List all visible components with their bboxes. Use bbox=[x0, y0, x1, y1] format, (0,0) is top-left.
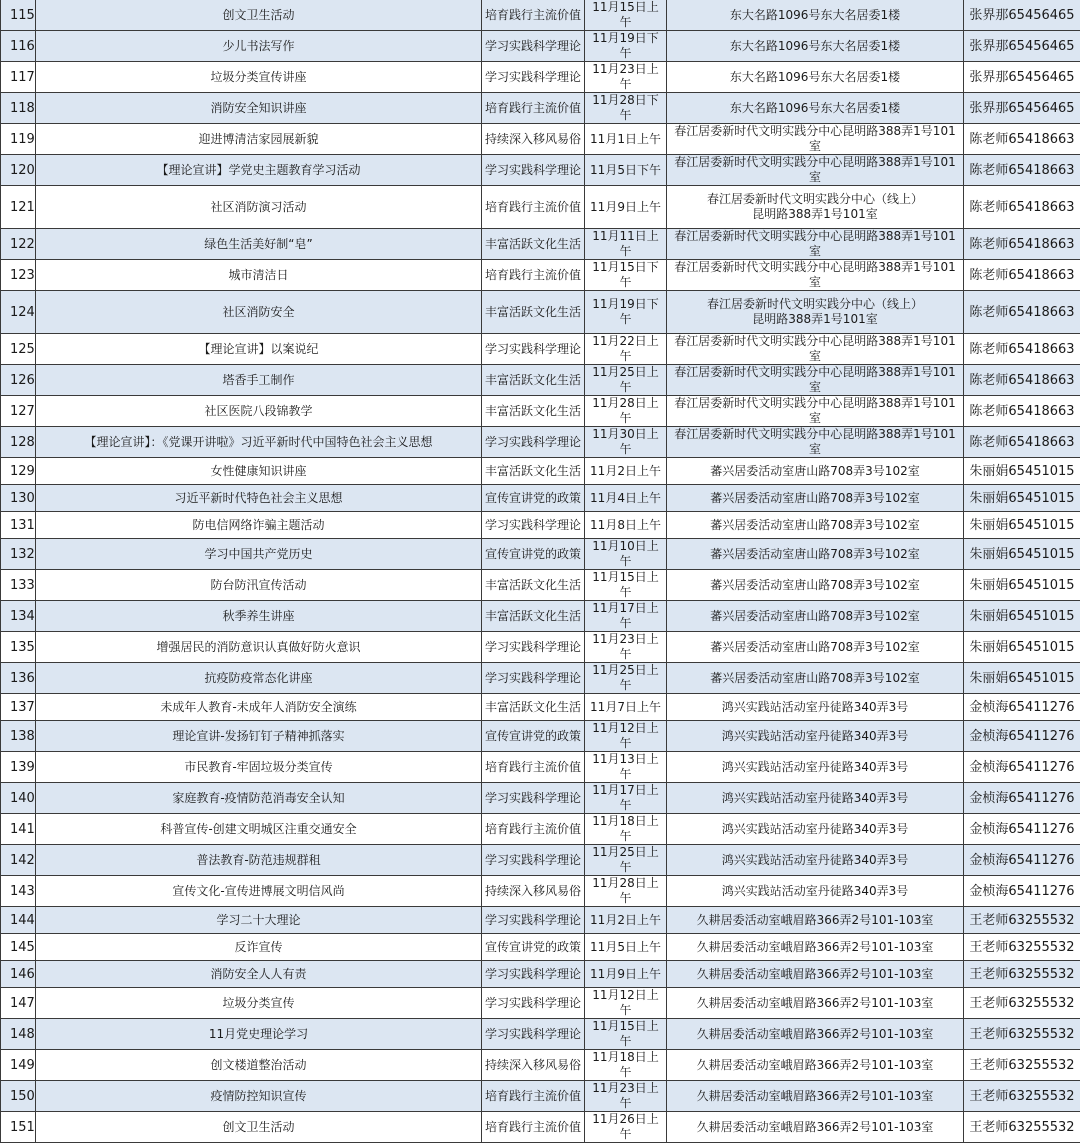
activity-time: 11月15日上午 bbox=[585, 0, 667, 31]
location-line: 久耕居委活动室峨眉路366弄2号101-103室 bbox=[669, 967, 961, 982]
location-line: 久耕居委活动室峨眉路366弄2号101-103室 bbox=[669, 1027, 961, 1042]
activity-table-body bbox=[1, 0, 1080, 1143]
activity-name: 创文楼道整治活动 bbox=[36, 1050, 482, 1081]
activity-name: 创文卫生活动 bbox=[36, 1112, 482, 1143]
activity-category: 丰富活跃文化生活 bbox=[482, 396, 585, 427]
activity-time: 11月26日上午 bbox=[585, 1112, 667, 1143]
activity-category: 丰富活跃文化生活 bbox=[482, 365, 585, 396]
activity-category: 学习实践科学理论 bbox=[482, 62, 585, 93]
contact-person: 陈老师65418663 bbox=[964, 291, 1080, 334]
contact-person: 王老师63255532 bbox=[964, 961, 1080, 988]
activity-time: 11月5日下午 bbox=[585, 155, 667, 186]
activity-category: 丰富活跃文化生活 bbox=[482, 458, 585, 485]
activity-name: 社区医院八段锦教学 bbox=[36, 396, 482, 427]
activity-time: 11月18日上午 bbox=[585, 814, 667, 845]
table-row bbox=[1, 512, 1080, 539]
activity-time: 11月2日上午 bbox=[585, 458, 667, 485]
contact-person: 金桢海65411276 bbox=[964, 694, 1080, 721]
table-row bbox=[1, 845, 1080, 876]
table-row bbox=[1, 601, 1080, 632]
table-row bbox=[1, 961, 1080, 988]
activity-category: 丰富活跃文化生活 bbox=[482, 291, 585, 334]
activity-location bbox=[667, 961, 964, 988]
row-number: 148 bbox=[1, 1019, 36, 1050]
activity-name: 11月党史理论学习 bbox=[36, 1019, 482, 1050]
location-line: 鸿兴实践站活动室丹徒路340弄3号 bbox=[669, 822, 961, 837]
row-number: 140 bbox=[1, 783, 36, 814]
contact-person: 金桢海65411276 bbox=[964, 814, 1080, 845]
activity-time: 11月25日上午 bbox=[585, 663, 667, 694]
activity-category: 学习实践科学理论 bbox=[482, 512, 585, 539]
activity-location bbox=[667, 988, 964, 1019]
activity-category: 培育践行主流价值 bbox=[482, 752, 585, 783]
activity-name: 消防安全知识讲座 bbox=[36, 93, 482, 124]
row-number: 122 bbox=[1, 229, 36, 260]
activity-category: 宣传宣讲党的政策 bbox=[482, 721, 585, 752]
location-line: 鸿兴实践站活动室丹徒路340弄3号 bbox=[669, 729, 961, 744]
activity-name: 增强居民的消防意识认真做好防火意识 bbox=[36, 632, 482, 663]
activity-location bbox=[667, 512, 964, 539]
activity-category: 学习实践科学理论 bbox=[482, 961, 585, 988]
contact-person: 王老师63255532 bbox=[964, 1112, 1080, 1143]
activity-category: 培育践行主流价值 bbox=[482, 186, 585, 229]
contact-person: 陈老师65418663 bbox=[964, 396, 1080, 427]
table-row bbox=[1, 485, 1080, 512]
activity-category: 学习实践科学理论 bbox=[482, 783, 585, 814]
activity-category: 丰富活跃文化生活 bbox=[482, 570, 585, 601]
table-row bbox=[1, 814, 1080, 845]
location-line: 蕃兴居委活动室唐山路708弄3号102室 bbox=[669, 464, 961, 479]
activity-time: 11月13日上午 bbox=[585, 752, 667, 783]
table-row bbox=[1, 783, 1080, 814]
activity-location bbox=[667, 752, 964, 783]
table-row bbox=[1, 365, 1080, 396]
activity-time: 11月23日上午 bbox=[585, 62, 667, 93]
table-row bbox=[1, 570, 1080, 601]
activity-location bbox=[667, 365, 964, 396]
row-number: 125 bbox=[1, 334, 36, 365]
row-number: 135 bbox=[1, 632, 36, 663]
activity-name: 理论宣讲-发扬钉钉子精神抓落实 bbox=[36, 721, 482, 752]
activity-name: 社区消防安全 bbox=[36, 291, 482, 334]
location-line: 春江居委新时代文明实践分中心昆明路388弄1号101室 bbox=[669, 229, 961, 259]
activity-location bbox=[667, 721, 964, 752]
activity-location bbox=[667, 907, 964, 934]
activity-name: 创文卫生活动 bbox=[36, 0, 482, 31]
location-line: 蕃兴居委活动室唐山路708弄3号102室 bbox=[669, 640, 961, 655]
row-number: 126 bbox=[1, 365, 36, 396]
table-row bbox=[1, 62, 1080, 93]
row-number: 132 bbox=[1, 539, 36, 570]
contact-person: 王老师63255532 bbox=[964, 1081, 1080, 1112]
table-row bbox=[1, 694, 1080, 721]
activity-location bbox=[667, 124, 964, 155]
row-number: 137 bbox=[1, 694, 36, 721]
location-line: 鸿兴实践站活动室丹徒路340弄3号 bbox=[669, 791, 961, 806]
location-line: 鸿兴实践站活动室丹徒路340弄3号 bbox=[669, 853, 961, 868]
activity-name: 家庭教育-疫情防范消毒安全认知 bbox=[36, 783, 482, 814]
activity-name: 科普宣传-创建文明城区注重交通安全 bbox=[36, 814, 482, 845]
contact-person: 王老师63255532 bbox=[964, 934, 1080, 961]
contact-person: 朱丽娟65451015 bbox=[964, 512, 1080, 539]
activity-category: 培育践行主流价值 bbox=[482, 1112, 585, 1143]
activity-time: 11月15日上午 bbox=[585, 570, 667, 601]
contact-person: 张界那65456465 bbox=[964, 0, 1080, 31]
activity-name: 习近平新时代特色社会主义思想 bbox=[36, 485, 482, 512]
activity-location bbox=[667, 601, 964, 632]
activity-time: 11月25日上午 bbox=[585, 845, 667, 876]
activity-category: 学习实践科学理论 bbox=[482, 632, 585, 663]
contact-person: 陈老师65418663 bbox=[964, 334, 1080, 365]
activity-location bbox=[667, 1050, 964, 1081]
activity-time: 11月19日下午 bbox=[585, 291, 667, 334]
activity-location bbox=[667, 186, 964, 229]
activity-time: 11月15日下午 bbox=[585, 260, 667, 291]
activity-category: 学习实践科学理论 bbox=[482, 907, 585, 934]
row-number: 130 bbox=[1, 485, 36, 512]
activity-category: 丰富活跃文化生活 bbox=[482, 229, 585, 260]
activity-time: 11月17日上午 bbox=[585, 783, 667, 814]
row-number: 131 bbox=[1, 512, 36, 539]
activity-name: 学习中国共产党历史 bbox=[36, 539, 482, 570]
activity-category: 培育践行主流价值 bbox=[482, 93, 585, 124]
activity-name: 抗疫防疫常态化讲座 bbox=[36, 663, 482, 694]
location-line: 春江居委新时代文明实践分中心（线上） bbox=[669, 297, 961, 312]
activity-location bbox=[667, 570, 964, 601]
activity-name: 【理论宣讲】以案说纪 bbox=[36, 334, 482, 365]
row-number: 118 bbox=[1, 93, 36, 124]
contact-person: 陈老师65418663 bbox=[964, 229, 1080, 260]
activity-time: 11月28日上午 bbox=[585, 876, 667, 907]
activity-category: 丰富活跃文化生活 bbox=[482, 601, 585, 632]
contact-person: 朱丽娟65451015 bbox=[964, 663, 1080, 694]
row-number: 117 bbox=[1, 62, 36, 93]
activity-location bbox=[667, 539, 964, 570]
location-line: 昆明路388弄1号101室 bbox=[669, 312, 961, 327]
activity-location bbox=[667, 694, 964, 721]
activity-time: 11月10日上午 bbox=[585, 539, 667, 570]
activity-time: 11月12日上午 bbox=[585, 721, 667, 752]
activity-time: 11月19日下午 bbox=[585, 31, 667, 62]
activity-name: 秋季养生讲座 bbox=[36, 601, 482, 632]
activity-category: 丰富活跃文化生活 bbox=[482, 694, 585, 721]
activity-name: 绿色生活美好制“皂” bbox=[36, 229, 482, 260]
activity-time: 11月5日上午 bbox=[585, 934, 667, 961]
activity-location bbox=[667, 0, 964, 31]
activity-location bbox=[667, 291, 964, 334]
activity-category: 宣传宣讲党的政策 bbox=[482, 485, 585, 512]
location-line: 春江居委新时代文明实践分中心（线上） bbox=[669, 192, 961, 207]
activity-name: 塔香手工制作 bbox=[36, 365, 482, 396]
table-row bbox=[1, 934, 1080, 961]
activity-name: 【理论宣讲】学党史主题教育学习活动 bbox=[36, 155, 482, 186]
row-number: 128 bbox=[1, 427, 36, 458]
activity-name: 防电信网络诈骗主题活动 bbox=[36, 512, 482, 539]
activity-name: 社区消防演习活动 bbox=[36, 186, 482, 229]
row-number: 146 bbox=[1, 961, 36, 988]
activity-category: 学习实践科学理论 bbox=[482, 31, 585, 62]
activity-time: 11月30日上午 bbox=[585, 427, 667, 458]
row-number: 144 bbox=[1, 907, 36, 934]
location-line: 久耕居委活动室峨眉路366弄2号101-103室 bbox=[669, 996, 961, 1011]
location-line: 春江居委新时代文明实践分中心昆明路388弄1号101室 bbox=[669, 260, 961, 290]
row-number: 133 bbox=[1, 570, 36, 601]
table-row bbox=[1, 663, 1080, 694]
table-row bbox=[1, 93, 1080, 124]
activity-location bbox=[667, 485, 964, 512]
table-row bbox=[1, 1112, 1080, 1143]
table-row bbox=[1, 876, 1080, 907]
activity-location bbox=[667, 155, 964, 186]
activity-time: 11月8日上午 bbox=[585, 512, 667, 539]
activity-name: 疫情防控知识宣传 bbox=[36, 1081, 482, 1112]
row-number: 120 bbox=[1, 155, 36, 186]
location-line: 蕃兴居委活动室唐山路708弄3号102室 bbox=[669, 518, 961, 533]
location-line: 东大名路1096号东大名居委1楼 bbox=[669, 101, 961, 116]
activity-name: 反诈宣传 bbox=[36, 934, 482, 961]
location-line: 蕃兴居委活动室唐山路708弄3号102室 bbox=[669, 609, 961, 624]
row-number: 139 bbox=[1, 752, 36, 783]
location-line: 春江居委新时代文明实践分中心昆明路388弄1号101室 bbox=[669, 334, 961, 364]
activity-location bbox=[667, 783, 964, 814]
contact-person: 金桢海65411276 bbox=[964, 752, 1080, 783]
contact-person: 陈老师65418663 bbox=[964, 427, 1080, 458]
location-line: 蕃兴居委活动室唐山路708弄3号102室 bbox=[669, 547, 961, 562]
location-line: 东大名路1096号东大名居委1楼 bbox=[669, 70, 961, 85]
activity-time: 11月7日上午 bbox=[585, 694, 667, 721]
location-line: 鸿兴实践站活动室丹徒路340弄3号 bbox=[669, 700, 961, 715]
activity-time: 11月4日上午 bbox=[585, 485, 667, 512]
contact-person: 朱丽娟65451015 bbox=[964, 458, 1080, 485]
activity-time: 11月23日上午 bbox=[585, 1081, 667, 1112]
table-row bbox=[1, 124, 1080, 155]
activity-time: 11月12日上午 bbox=[585, 988, 667, 1019]
table-row bbox=[1, 752, 1080, 783]
activity-name: 城市清洁日 bbox=[36, 260, 482, 291]
location-line: 久耕居委活动室峨眉路366弄2号101-103室 bbox=[669, 913, 961, 928]
activity-location bbox=[667, 427, 964, 458]
location-line: 东大名路1096号东大名居委1楼 bbox=[669, 39, 961, 54]
row-number: 127 bbox=[1, 396, 36, 427]
contact-person: 金桢海65411276 bbox=[964, 845, 1080, 876]
activity-location bbox=[667, 93, 964, 124]
activity-category: 学习实践科学理论 bbox=[482, 663, 585, 694]
activity-location bbox=[667, 334, 964, 365]
location-line: 春江居委新时代文明实践分中心昆明路388弄1号101室 bbox=[669, 396, 961, 426]
contact-person: 陈老师65418663 bbox=[964, 155, 1080, 186]
table-row bbox=[1, 721, 1080, 752]
table-row bbox=[1, 427, 1080, 458]
contact-person: 陈老师65418663 bbox=[964, 124, 1080, 155]
activity-category: 学习实践科学理论 bbox=[482, 1019, 585, 1050]
location-line: 久耕居委活动室峨眉路366弄2号101-103室 bbox=[669, 1089, 961, 1104]
table-row bbox=[1, 229, 1080, 260]
contact-person: 金桢海65411276 bbox=[964, 876, 1080, 907]
location-line: 春江居委新时代文明实践分中心昆明路388弄1号101室 bbox=[669, 155, 961, 185]
location-line: 鸿兴实践站活动室丹徒路340弄3号 bbox=[669, 760, 961, 775]
row-number: 123 bbox=[1, 260, 36, 291]
table-row bbox=[1, 907, 1080, 934]
activity-name: 学习二十大理论 bbox=[36, 907, 482, 934]
activity-location bbox=[667, 814, 964, 845]
activity-name: 垃圾分类宣传 bbox=[36, 988, 482, 1019]
activity-name: 女性健康知识讲座 bbox=[36, 458, 482, 485]
table-row bbox=[1, 186, 1080, 229]
row-number: 136 bbox=[1, 663, 36, 694]
location-line: 久耕居委活动室峨眉路366弄2号101-103室 bbox=[669, 1120, 961, 1135]
activity-name: 市民教育-牢固垃圾分类宣传 bbox=[36, 752, 482, 783]
activity-location bbox=[667, 229, 964, 260]
activity-location bbox=[667, 845, 964, 876]
contact-person: 陈老师65418663 bbox=[964, 186, 1080, 229]
activity-location bbox=[667, 31, 964, 62]
table-row bbox=[1, 539, 1080, 570]
table-row bbox=[1, 334, 1080, 365]
activity-time: 11月9日上午 bbox=[585, 186, 667, 229]
table-row bbox=[1, 396, 1080, 427]
contact-person: 朱丽娟65451015 bbox=[964, 539, 1080, 570]
row-number: 115 bbox=[1, 0, 36, 31]
activity-name: 垃圾分类宣传讲座 bbox=[36, 62, 482, 93]
activity-time: 11月22日上午 bbox=[585, 334, 667, 365]
contact-person: 王老师63255532 bbox=[964, 1050, 1080, 1081]
activity-location bbox=[667, 1081, 964, 1112]
activity-category: 持续深入移风易俗 bbox=[482, 124, 585, 155]
table-row bbox=[1, 0, 1080, 31]
activity-name: 未成年人教育-未成年人消防安全演练 bbox=[36, 694, 482, 721]
table-row bbox=[1, 1019, 1080, 1050]
activity-name: 少儿书法写作 bbox=[36, 31, 482, 62]
activity-name: 消防安全人人有责 bbox=[36, 961, 482, 988]
activity-time: 11月17日上午 bbox=[585, 601, 667, 632]
table-row bbox=[1, 632, 1080, 663]
location-line: 鸿兴实践站活动室丹徒路340弄3号 bbox=[669, 884, 961, 899]
contact-person: 朱丽娟65451015 bbox=[964, 632, 1080, 663]
row-number: 147 bbox=[1, 988, 36, 1019]
activity-location bbox=[667, 260, 964, 291]
activity-category: 持续深入移风易俗 bbox=[482, 876, 585, 907]
contact-person: 朱丽娟65451015 bbox=[964, 485, 1080, 512]
activity-category: 培育践行主流价值 bbox=[482, 1081, 585, 1112]
row-number: 134 bbox=[1, 601, 36, 632]
contact-person: 张界那65456465 bbox=[964, 31, 1080, 62]
contact-person: 张界那65456465 bbox=[964, 62, 1080, 93]
activity-time: 11月28日上午 bbox=[585, 396, 667, 427]
activity-location bbox=[667, 934, 964, 961]
location-line: 春江居委新时代文明实践分中心昆明路388弄1号101室 bbox=[669, 124, 961, 154]
activity-time: 11月28日下午 bbox=[585, 93, 667, 124]
activity-name: 【理论宣讲】：《党课开讲啦》习近平新时代中国特色社会主义思想 bbox=[36, 427, 482, 458]
activity-category: 培育践行主流价值 bbox=[482, 260, 585, 291]
activity-time: 11月11日上午 bbox=[585, 229, 667, 260]
activity-time: 11月2日上午 bbox=[585, 907, 667, 934]
table-row bbox=[1, 1050, 1080, 1081]
activity-location bbox=[667, 663, 964, 694]
activity-location bbox=[667, 1019, 964, 1050]
contact-person: 金桢海65411276 bbox=[964, 721, 1080, 752]
activity-location bbox=[667, 396, 964, 427]
contact-person: 朱丽娟65451015 bbox=[964, 570, 1080, 601]
activity-category: 宣传宣讲党的政策 bbox=[482, 539, 585, 570]
row-number: 142 bbox=[1, 845, 36, 876]
contact-person: 金桢海65411276 bbox=[964, 783, 1080, 814]
activity-category: 学习实践科学理论 bbox=[482, 988, 585, 1019]
row-number: 145 bbox=[1, 934, 36, 961]
activity-category: 培育践行主流价值 bbox=[482, 0, 585, 31]
contact-person: 王老师63255532 bbox=[964, 988, 1080, 1019]
row-number: 124 bbox=[1, 291, 36, 334]
activity-location bbox=[667, 632, 964, 663]
location-line: 久耕居委活动室峨眉路366弄2号101-103室 bbox=[669, 940, 961, 955]
activity-time: 11月25日上午 bbox=[585, 365, 667, 396]
activity-name: 普法教育-防范违规群租 bbox=[36, 845, 482, 876]
row-number: 121 bbox=[1, 186, 36, 229]
contact-person: 王老师63255532 bbox=[964, 1019, 1080, 1050]
activity-name: 防台防汛宣传活动 bbox=[36, 570, 482, 601]
row-number: 141 bbox=[1, 814, 36, 845]
activity-location bbox=[667, 62, 964, 93]
location-line: 昆明路388弄1号101室 bbox=[669, 207, 961, 222]
contact-person: 朱丽娟65451015 bbox=[964, 601, 1080, 632]
table-row bbox=[1, 988, 1080, 1019]
row-number: 150 bbox=[1, 1081, 36, 1112]
activity-location bbox=[667, 1112, 964, 1143]
row-number: 119 bbox=[1, 124, 36, 155]
activity-time: 11月23日上午 bbox=[585, 632, 667, 663]
activity-name: 迎进博清洁家园展新貌 bbox=[36, 124, 482, 155]
row-number: 129 bbox=[1, 458, 36, 485]
activity-category: 学习实践科学理论 bbox=[482, 155, 585, 186]
activity-time: 11月1日上午 bbox=[585, 124, 667, 155]
activity-time: 11月18日上午 bbox=[585, 1050, 667, 1081]
table-row bbox=[1, 260, 1080, 291]
location-line: 春江居委新时代文明实践分中心昆明路388弄1号101室 bbox=[669, 365, 961, 395]
activity-location bbox=[667, 458, 964, 485]
location-line: 蕃兴居委活动室唐山路708弄3号102室 bbox=[669, 491, 961, 506]
activity-category: 持续深入移风易俗 bbox=[482, 1050, 585, 1081]
contact-person: 陈老师65418663 bbox=[964, 365, 1080, 396]
activity-category: 培育践行主流价值 bbox=[482, 814, 585, 845]
activity-category: 学习实践科学理论 bbox=[482, 334, 585, 365]
row-number: 149 bbox=[1, 1050, 36, 1081]
row-number: 138 bbox=[1, 721, 36, 752]
location-line: 蕃兴居委活动室唐山路708弄3号102室 bbox=[669, 578, 961, 593]
location-line: 蕃兴居委活动室唐山路708弄3号102室 bbox=[669, 671, 961, 686]
activity-name: 宣传文化-宣传进博展文明信风尚 bbox=[36, 876, 482, 907]
contact-person: 张界那65456465 bbox=[964, 93, 1080, 124]
activity-time: 11月15日上午 bbox=[585, 1019, 667, 1050]
contact-person: 王老师63255532 bbox=[964, 907, 1080, 934]
activity-category: 学习实践科学理论 bbox=[482, 845, 585, 876]
row-number: 116 bbox=[1, 31, 36, 62]
location-line: 久耕居委活动室峨眉路366弄2号101-103室 bbox=[669, 1058, 961, 1073]
row-number: 151 bbox=[1, 1112, 36, 1143]
table-row bbox=[1, 1081, 1080, 1112]
activity-time: 11月9日上午 bbox=[585, 961, 667, 988]
location-line: 春江居委新时代文明实践分中心昆明路388弄1号101室 bbox=[669, 427, 961, 457]
table-row bbox=[1, 458, 1080, 485]
contact-person: 陈老师65418663 bbox=[964, 260, 1080, 291]
table-row bbox=[1, 291, 1080, 334]
activity-location bbox=[667, 876, 964, 907]
table-row bbox=[1, 31, 1080, 62]
table-row bbox=[1, 155, 1080, 186]
location-line: 东大名路1096号东大名居委1楼 bbox=[669, 8, 961, 23]
activity-category: 宣传宣讲党的政策 bbox=[482, 934, 585, 961]
activity-category: 学习实践科学理论 bbox=[482, 427, 585, 458]
row-number: 143 bbox=[1, 876, 36, 907]
